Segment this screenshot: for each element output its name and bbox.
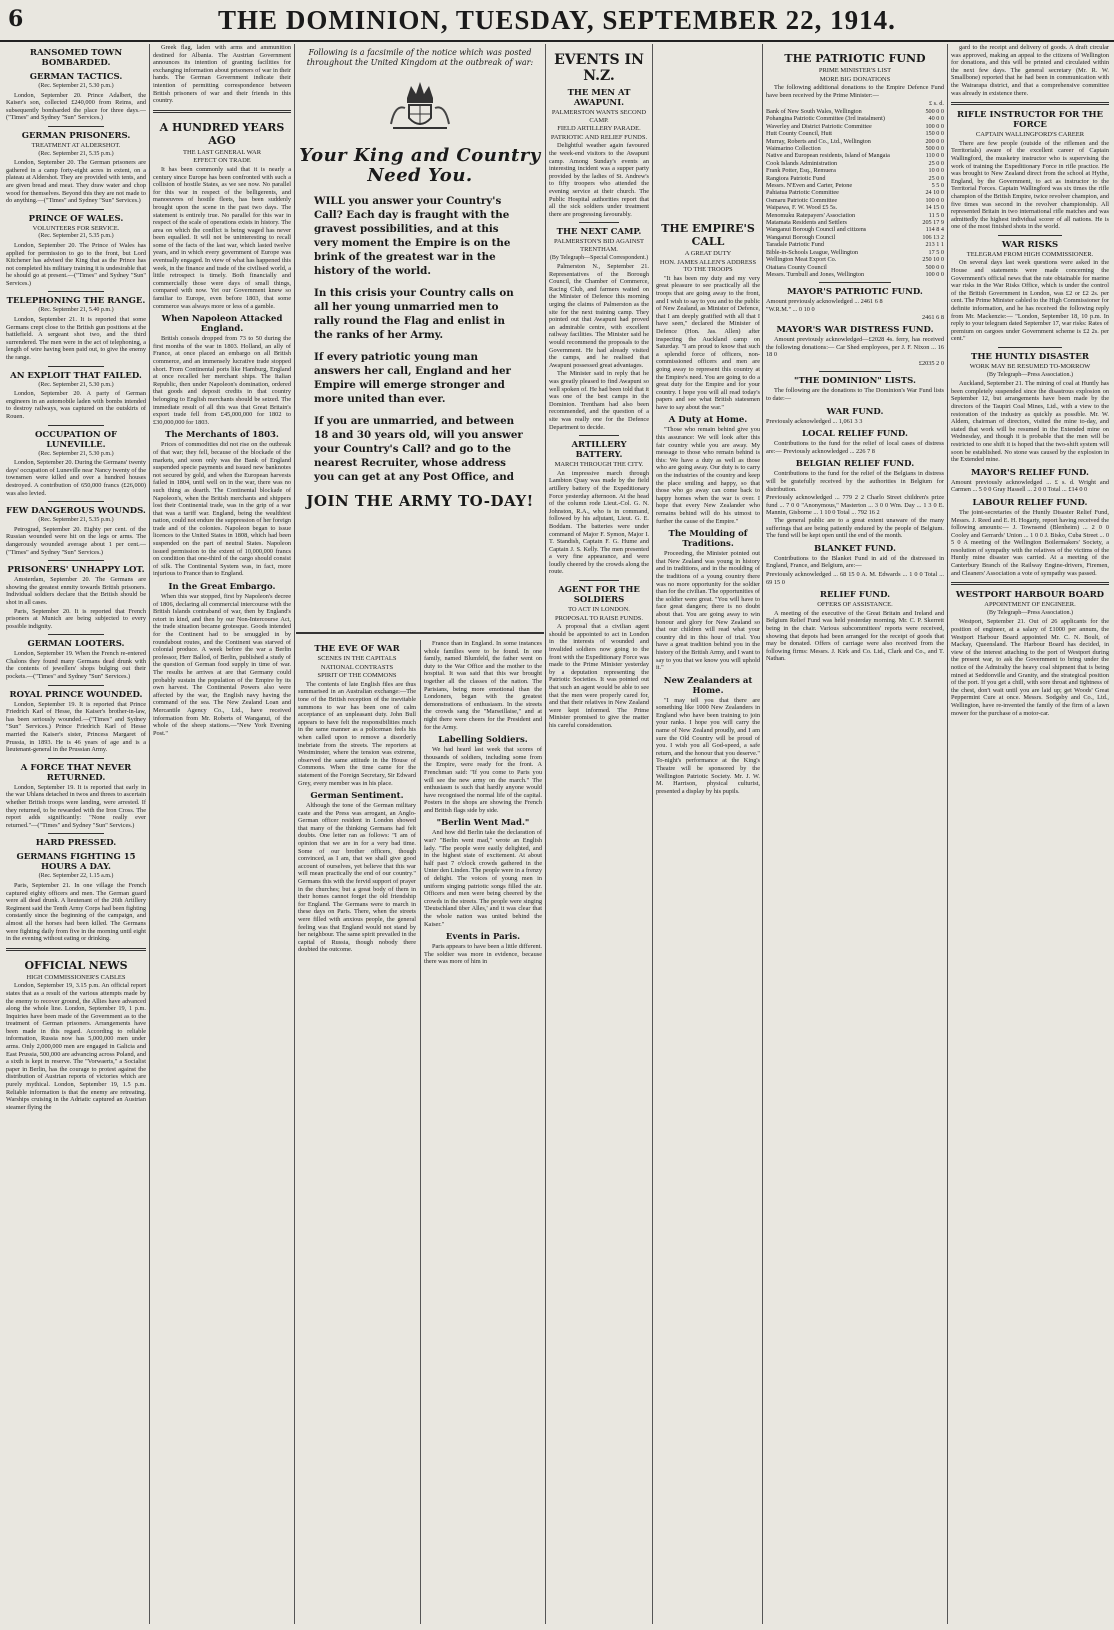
headline: THE EVE OF WAR bbox=[314, 644, 400, 654]
subheadline: TREATMENT AT ALDERSHOT. bbox=[31, 141, 121, 149]
donor-name: Wanganui Borough Council and citizens bbox=[766, 226, 867, 234]
subheadline: OFFERS OF ASSISTANCE. bbox=[817, 601, 893, 609]
subheadline: WORK MAY BE RESUMED TO-MORROW bbox=[969, 363, 1091, 370]
section-heading: BLANKET FUND. bbox=[814, 543, 896, 554]
donor-name: Bible-in-Schools League, Wellington bbox=[766, 248, 859, 256]
headline: WESTPORT HARBOUR BOARD bbox=[955, 590, 1105, 601]
article-text: London, September 20. Prince Adalbert, the Kaiser's son, collected £240,000 from Reims, and subsequently bombarded the place for three days.—("Times" and Sydney "Sun" Services.) bbox=[6, 91, 146, 122]
headline: THE EMPIRE'S CALL bbox=[661, 222, 755, 248]
donation-amount: 11 5 0 bbox=[928, 211, 944, 219]
column-rule bbox=[420, 640, 421, 1624]
article-text: A proposal that a civilian agent should be appointed to act in London in the interests of wounded and invalided soldiers now going to the front with the Expeditionary Force was made to the Prime Minister yesterday by a deputation representing the Patriotic Societies. It was pointed out that such an agent would be able to see that the men were properly cared for, and that their relatives in New Zealand were kept informed. The Prime Minister promised to give the matter his careful consideration. bbox=[549, 623, 649, 729]
article-text: Petrograd, September 20. Eighty per cent. of the Russian wounded were hit on the legs or arms. The dangerously wounded average about 1 per cent.—("Times" and Sydney "Sun" Services.) bbox=[6, 525, 146, 556]
article-text: British consols dropped from 73 to 50 during the first months of the war in 1803. Holland, an ally of France, at once placed an embargo on all British commerce, and an immensely lucrative trade stopped short. From Continental ports like Hamburg, England at once recalled her merchant ships. The Italian Republic, then under Napoleon's domination, ordered that goods and deposit credits in that country belonging to English merchants should be seized. The immediate result of all this was that Great Britain's export trade fell from £45,000,000 for 1802 to £30,000,000 for 1803. bbox=[153, 335, 291, 426]
donations-table bbox=[766, 108, 944, 278]
divider bbox=[998, 235, 1061, 236]
subheadline: PROPOSAL TO RAISE FUNDS. bbox=[554, 614, 643, 622]
divider bbox=[951, 582, 1109, 585]
donation-amount: 106 13 2 bbox=[922, 233, 944, 241]
fund-line: "W.R.M." ... 0 10 0 bbox=[766, 305, 815, 313]
article-text: London, September 20. The German prisoners are gathered in a camp forty-eight acres in extent, on a plateau at Aldershot. They are provided with tents, and are given bread and meat. They draw water and chop wood for themselves. Beyond this they are not made to do anything.—("Times" and Sydney "Sun" Services.) bbox=[6, 159, 146, 205]
table-row bbox=[766, 123, 944, 130]
divider bbox=[48, 833, 104, 834]
article-text: "Those who remain behind give you this assurance: We will look after this fair country while you are away. My message to those who remain behind is this: We have a duty as well as those who are going away. Our duty is to carry on the industries of the country and keep the place smiling and happy, so that those who go away can come back to happy homes when the war is over. I hope that every New Zealander who remains behind will do his utmost to further the cause of the Empire." bbox=[656, 426, 760, 525]
donation-amount: 25 0 0 bbox=[928, 159, 944, 167]
article-text: Paris appears to have been a little different. The soldier was more in evidence, because there was more of him in bbox=[424, 943, 542, 966]
donor-name: Wellington Meat Export Co. bbox=[766, 256, 837, 264]
table-row bbox=[766, 167, 944, 174]
divider bbox=[48, 366, 104, 367]
divider bbox=[48, 209, 104, 210]
article-text: London, September 19. It is reported that Prince Friedrich Karl of Hesse, the Kaiser's brother-in-law, has been seriously wounded.—("Times" and Sydney "Sun" Services.) Prince Friedrich Karl of Hesse married the Kaiser's sister, Princess Margaret of Prussia, in 1893. He is 46 years of age and is a lieutenant-general in the Prussian Army. bbox=[6, 700, 146, 754]
article-text: Westport, September 21. Out of 26 applicants for the position of engineer, at a salary of £1000 per annum, the Westport Harbour Board appointed Mr. C. N. Boult, of Mackay, Queensland. The Harbour Board has decided, in view of the interest attaching to the port of Westport during the present war, to ask the Government to bring under the notice of the Admiralty the heavy coal shipment that is being mined at Seddonville and Granity, and the strategical position of the port. If you get a chill, with sore throat and tightness of the chest, don't wait until you are laid up; get Woods' Great Peppermint Cure at once. Messrs. Sodgsby and Co., Ltd., Wellington, have re-invented the family of the firm of a lawn mower for the purchase of a motor-car. bbox=[951, 618, 1109, 717]
donation-amount: 100 0 0 bbox=[925, 196, 944, 204]
donation-amount: 5 5 0 bbox=[931, 182, 944, 190]
headline: OFFICIAL NEWS bbox=[24, 958, 128, 972]
subheadline: HON. JAMES ALLEN'S ADDRESS TO THE TROOPS bbox=[659, 258, 757, 274]
article-text: Proceeding, the Minister pointed out that New Zealand was young in history and in traditions, and in the moulding of the traditions of a young country there was no more opportunity for the soldier than for the civilian. The opportunities of the soldier were great. "You will have to face great dangers; there is no doubt about that. You are going away to win honour and glory for New Zealand so that our children will read what your country did in this hour of trial. You have a great tradition behind you in the history of the British Army, and I want to say to you that we know you will uphold it." bbox=[656, 550, 760, 672]
table-row bbox=[766, 249, 944, 256]
donor-name: Pahiatua Patriotic Committee bbox=[766, 189, 839, 197]
donor-name: Pohangina Patriotic Committee (3rd instalment) bbox=[766, 115, 885, 123]
article-text: When this war stopped, first by Napoleon's decree of 1806, declaring all commercial intercourse with the British Islands contraband of war, then by England's retort in kind, and then by our Non-Intercourse Act, the trade situation became grotesque. Goods intended for the Continent had to be smuggled in by roundabout routes, and the Continent was starved of colonial produce. A week before the war a Berlin professor, Herr Ballod, of Berlin, published a study of the question of German food supply in time of war. The results he arrives at are that Germany could probably sustain the population of the Empire by its own harvest. The Continental Powers also were affected by the war, the English navy having the command of the sea. The New Zealand Loan and Mercantile Agency Co., Ltd., have received information from Mr. Roberts of Wanganui, of the whole of the sheep stations.—"New York Evening Post." bbox=[153, 593, 291, 737]
donation-amount: 25 0 0 bbox=[928, 174, 944, 182]
table-row bbox=[766, 130, 944, 137]
column-3a bbox=[298, 640, 416, 1626]
headline: PRISONERS' UNHAPPY LOT. bbox=[7, 565, 145, 576]
column-rule bbox=[652, 44, 653, 1624]
headline: RANSOMED TOWN BOMBARDED. bbox=[29, 48, 123, 68]
donation-amount: 17 5 0 bbox=[928, 248, 944, 256]
donor-name: Waipawa, F. W. Wood £5 5s. bbox=[766, 204, 838, 212]
headline: GERMANS FIGHTING 15 HOURS A DAY. bbox=[16, 852, 136, 873]
donor-name: Murray, Roberts and Co., Ltd., Wellington bbox=[766, 137, 871, 145]
divider bbox=[48, 291, 104, 292]
divider bbox=[296, 632, 544, 634]
headline: ARTILLERY BATTERY. bbox=[571, 440, 627, 461]
donor-name: Messrs. N'Even and Carter, Petone bbox=[766, 182, 853, 190]
subheadline: PATRIOTIC AND RELIEF FUNDS. bbox=[550, 133, 648, 141]
subheadline: TELEGRAM FROM HIGH COMMISSIONER. bbox=[966, 250, 1094, 258]
article-text: Greek flag, laden with arms and ammunition destined for Albania. The Austrian Government announces its intention of granting facilities for exchanging information about prisoners of war in their hands. The German Government indicate their intention of permitting correspondence between British prisoners of war and their friends in this country. bbox=[153, 44, 291, 105]
donor-name: Messrs. Turnbull and Jones, Wellington bbox=[766, 270, 865, 278]
divider bbox=[579, 580, 619, 581]
donor-name: Matamata Residents and Settlers bbox=[766, 219, 847, 227]
article-text: And how did Berlin take the declaration of war? "Berlin went mad," wrote an English lady. "The people were easily delighted, and in the highest state of excitement. At about half past 7 o'clock crowds gathered in the Unter den Linden. The people were in a frenzy of delight. The voices of young men in uniform singing patriotic songs filled the air. Officers and men were being cheered by the crowds in the streets. The people were singing 'Deutschland über Alles,' and it was clear that the whole nation was united behind the Kaiser." bbox=[424, 829, 542, 928]
article-text: The general public are to a great extent unaware of the many sufferings that are being patiently endured by the people of Belgium. The fund will be kept open until the end of the month. bbox=[766, 517, 944, 540]
subheadline: APPOINTMENT OF ENGINEER. bbox=[984, 601, 1076, 609]
section-heading: Labelling Soldiers. bbox=[438, 735, 528, 746]
article-text: "It has been my duty and my very great pleasure to see practically all the troops that are going away to the front, and I wish to say to you and to the public of New Zealand, as Minister of Defence, that I am deeply gratified with all that I have seen," declared the Minister of Defence (Hon. Jas. Allen) after inspecting the Auckland camp on Saturday. "I am proud to know that such a splendid force of officers, non-commissioned officers and men are going away to represent this country at the Empire's need. You are going to do a great duty for the Empire and for your country. I hope you will all read today's papers and see what British statesmen have to say about the war." bbox=[656, 274, 760, 411]
article-text: Contributions to the Blanket Fund in aid of the distressed in England, France, and Belgium, are:— bbox=[766, 554, 944, 570]
headline: FEW DANGEROUS WOUNDS. bbox=[6, 506, 146, 517]
headline: AN EXPLOIT THAT FAILED. bbox=[10, 370, 142, 381]
article-text: London, September 20. The Prince of Wales has applied for permission to go to the front, but Lord Kitchener has advised the King that as the Prince has not completed his military training it is undesirable that he should go at present.—("Times" and Sydney "Sun" Services.) bbox=[6, 241, 146, 287]
headline: A HUNDRED YEARS AGO bbox=[159, 120, 285, 147]
table-row bbox=[766, 138, 944, 145]
donor-name: Wanganui Borough Council bbox=[766, 233, 836, 241]
section-heading: BELGIAN RELIEF FUND. bbox=[795, 459, 915, 470]
column-5 bbox=[656, 44, 760, 1626]
divider bbox=[819, 282, 890, 283]
article-text: London, September 19. When the French re-entered Chalons they found many Germans dead drunk with the contents of jewellers' shops bulging out their pockets.—("Times" and Sydney "Sun" Services.) bbox=[6, 650, 146, 681]
subheadline: NATIONAL CONTRASTS bbox=[320, 663, 394, 671]
section-heading: LABOUR RELIEF FUND. bbox=[972, 497, 1088, 508]
divider bbox=[579, 222, 619, 223]
column-rule bbox=[545, 44, 546, 1624]
article-text: Palmerston N., September 21. Representatives of the Borough Council, the Chamber of Commerce, Racing Club, and farmers waited on the Minister of Defence this morning urging the claims of Palmerston as the site for the next training camp. They pointed out that Awapuni had proved an admirable centre, with excellent railway facilities. The Minister said he would recommend the proposals to the Government. He had already visited the camps, and he realised that Awapuni possessed great advantages. bbox=[549, 263, 649, 369]
donor-name: Otaitara County Council bbox=[766, 263, 827, 271]
divider bbox=[48, 560, 104, 561]
donor-name: Rangiora Patriotic Fund bbox=[766, 174, 826, 182]
donation-amount: 250 10 0 bbox=[922, 256, 944, 264]
article-text: Contributions to the fund for the relief of local cases of distress are:— Previously acknowledged ... 226 7 8 bbox=[766, 440, 944, 455]
headline: HARD PRESSED. bbox=[35, 838, 117, 849]
table-row bbox=[766, 212, 944, 219]
dateline: (By Telegraph—Press Association.) bbox=[987, 609, 1073, 616]
divider bbox=[48, 425, 104, 426]
page-number: 6 bbox=[8, 6, 24, 32]
divider bbox=[951, 102, 1109, 105]
section-heading: "Berlin Went Mad." bbox=[436, 818, 530, 829]
notice-paragraph: In this crisis your Country calls on all her young unmarried men to rally round the Flag and enlist in the ranks of her Army. bbox=[314, 287, 514, 341]
article-text: A meeting of the executive of the Great Britain and Ireland and Belgium Relief Fund was held yesterday morning. Mr. C. P. Skerrett being in the chair. Various subcommittees' reports were received, showing that depots had been arranged for the receipt of goods that may be donated. Offers of carriage were also received from the following firms: Messrs. J. Kirk and Co. Ltd., Clark and Co., and T. Nathan. bbox=[766, 609, 944, 663]
section-heading: Events in Paris. bbox=[445, 932, 521, 943]
article-text: Auckland, September 21. The mining of coal at Huntly has been completely suspended since the disastrous explosion on September 12, but arrangements have been made by the directors of the Taupiri Coal Mines, Ltd., with a view to the restoration of the industry as quickly as possible. Mr. W. Aldem, chairman of directors, visited the mine to-day, and stated that work will be resumed in the Extended mine on Wednesday, and though it is probable that the men will be restricted to one shift it is hoped that the two-shift system will soon be established. No stone was caused by the explosion in the Extended mine. bbox=[951, 380, 1109, 464]
donor-name: Taradale Patriotic Fund bbox=[766, 241, 824, 249]
dateline: (Rec. September 22, 1.15 a.m.) bbox=[38, 873, 114, 880]
table-row bbox=[766, 189, 944, 196]
table-row bbox=[766, 264, 944, 271]
fund-line: Previously acknowledged ... 68 15 0 A. M. Edwards ... 1 0 0 Total ... 69 15 0 bbox=[766, 570, 944, 586]
donation-amount: 14 15 0 bbox=[925, 204, 944, 212]
article-text: It has been commonly said that it is nearly a century since Europe has been confronted with such a collision of hostile States, as we see now. No parallel for this war in respect of the belligerents, and manoeuvres of hostile fleets, has been suddenly brought upon the scene in the past two days. The statement is entirely true. No parallel for this war in respect of the scale of operations exists in history. The area on which the conflict is being waged has never been equalled. It will not be uninteresting to recall some of the facts of the last war, which lasted twelve years, and in which every government of Europe was eventually engaged. In view of what has happened this week, in the finance and trade of the civilised world, a little retrospect is timely. Both financially and commercially those were days of small things, compared with now. Yet our Government knew so familiar to Europe, even before 1803, that some commerce was always more or less of a gamble. bbox=[153, 165, 291, 310]
divider bbox=[998, 347, 1061, 348]
notice-intro: Following is a facsimile of the notice which was posted throughout the United Kingdom at the outbreak of war: bbox=[306, 48, 534, 67]
divider bbox=[48, 634, 104, 635]
notice-paragraph: If you are unmarried, and between 18 and 30 years old, will you answer your Country's Call? and go to the nearest Recruiter, whose address you can get at any Post Office, and bbox=[314, 415, 523, 483]
table-row bbox=[766, 271, 944, 278]
fund-total: £2035 2 0 bbox=[918, 359, 944, 367]
spacer bbox=[656, 44, 760, 214]
article-text: Paris, September 21. In one village the French captured eighty officers and men. The German guard were all dead drunk. A lieutenant of the 26th Artillery Regiment said the Tenth Army Corps had been fighting constantly since the beginning of the campaign, and almost all the horses had been killed. The Germans were fighting daily from five in the morning until eight in the evening without eating or drinking. bbox=[6, 881, 146, 943]
notice-call-to-action: JOIN THE ARMY TO-DAY! bbox=[306, 492, 534, 510]
headline: THE HUNTLY DISASTER bbox=[971, 352, 1089, 362]
divider bbox=[579, 435, 619, 436]
headline: ROYAL PRINCE WOUNDED. bbox=[9, 689, 143, 700]
subheadline: PALMERSTON'S BID AGAINST TRENTHAM. bbox=[553, 238, 645, 253]
table-row bbox=[766, 197, 944, 204]
notice-paragraph: WILL you answer your Country's Call? Each day is fraught with the gravest possibilities, and at this very moment the Empire is on the brink of the greatest war in the history of the world. bbox=[314, 195, 511, 277]
headline: OCCUPATION OF LUNEVILLE. bbox=[34, 429, 118, 450]
subheadline: VOLUNTEERS FOR SERVICE. bbox=[32, 224, 120, 232]
section-heading: The Moulding of Traditions. bbox=[668, 529, 748, 550]
subheadline: THE LAST GENERAL WAR bbox=[182, 148, 262, 156]
article-text: London, September 21. It is reported that some Germans crept close to the British gun positions at the battlefield. A sergeant shot two, and the third surrendered. The men were in the act of telephoning, a length of wire having been paid out, to give the enemy the range. bbox=[6, 316, 146, 362]
fund-line: Amount previously acknowledged ... £ s. d. Wright and Carmen ... 5 0 0 Gray Hassell ... 2 0 0 Total ... £14 0 0 bbox=[951, 478, 1109, 494]
masthead bbox=[0, 0, 1114, 42]
divider bbox=[48, 685, 104, 686]
table-row bbox=[766, 234, 944, 241]
newspaper-title: THE DOMINION, TUESDAY, SEPTEMBER 22, 1914. bbox=[218, 4, 896, 35]
donation-amount: 100 0 0 bbox=[925, 122, 944, 130]
headline: MAYOR'S PATRIOTIC FUND. bbox=[787, 287, 923, 298]
section-heading: The Merchants of 1803. bbox=[165, 430, 279, 441]
royal-crest-icon bbox=[385, 78, 455, 134]
article-text: Delightful weather again favoured the week-end visitors to the Awapuni camp. Among Sunday's events an interesting incident was a supper party provided by the ladies of St. Andrew's to fifty troopers who attended the evening service at their church. The Public Hospital authorities report that all the sick soldiers under treatment there are progressing favourably. bbox=[549, 142, 649, 218]
donor-name: Waverley and District Patriotic Committee bbox=[766, 122, 872, 130]
article-text: Paris, September 20. It is reported that French prisoners at Munich are being subjected to every possible indignity. bbox=[6, 607, 146, 630]
subheadline: HIGH COMMISSIONER'S CABLES bbox=[26, 973, 126, 981]
table-row bbox=[766, 175, 944, 182]
column-1 bbox=[6, 44, 146, 1626]
donor-name: Native and European residents, Island of Mangaia bbox=[766, 152, 890, 160]
section-heading: RELIEF FUND. bbox=[819, 590, 891, 601]
currency-header: £ s. d. bbox=[928, 100, 944, 108]
dateline: (By Telegraph—Special Correspondent.) bbox=[549, 254, 649, 261]
column-rule bbox=[947, 44, 948, 1624]
recruiting-notice bbox=[296, 44, 544, 630]
column-6 bbox=[766, 44, 944, 1626]
column-4 bbox=[549, 44, 649, 1626]
table-row bbox=[766, 219, 944, 226]
slogan-line-2: Need You. bbox=[367, 165, 473, 186]
donor-name: Cook Islands Administration bbox=[766, 159, 838, 167]
dateline: (By Telegraph—Press Association.) bbox=[987, 371, 1073, 378]
article-text: London, September 19. It is reported that early in the war Uhlans detached in twos and threes to ascertain whether British troops were landing, were arrested. If they returned, to be rewarded with the Iron Cross. The report adds significantly: "None really ever returned."—("Times" and Sydney "Sun" Services.) bbox=[6, 783, 146, 829]
section-heading: LOCAL RELIEF FUND. bbox=[802, 429, 908, 440]
fund-line: Previously acknowledged ... 779 2 2 Charlo Street children's prize fund ... 7 0 0 "Anonymous," Masterton ... 3 0 0 Wm. Day ... 1 3 0 E. Mannin, Gisborne ... 1 10 0 Total ... 792 16 2 bbox=[766, 494, 944, 517]
subheadline: PRIME MINISTER'S LIST bbox=[818, 67, 892, 74]
article-text: An impressive march through Lambton Quay was made by the field artillery battery of the Expeditionary Force yesterday afternoon. At the head of the column rode Lieut.-Col. G. N. Johnston, R.A., who is in command, followed by his adjutant, Lieut. G. E. Boddam. The batteries were under command of Major F. Symon, Major I. T. Standish, Captain F. G. Hume and Captain J. S. Kelly. The men presented a very fine appearance, and were loudly cheered by the crowds along the route. bbox=[549, 469, 649, 576]
subheadline: FIELD ARTILLERY PARADE. bbox=[557, 125, 641, 133]
table-row bbox=[766, 241, 944, 248]
column-2 bbox=[153, 44, 291, 1626]
divider bbox=[48, 758, 104, 759]
donor-name: Waimarino Collection bbox=[766, 145, 821, 152]
article-text: We had heard last week that scores of thousands of soldiers, including some from the Empire, were ready for the front. A Frenchman said: "If you come to Paris you will see the new army on the march." The enthusiasm is such that hardly anyone would have recognised the normal life of the capital. Posters in the shops are showing the French and British flags side by side. bbox=[424, 746, 542, 814]
divider bbox=[48, 126, 104, 127]
dateline: (Rec. September 21, 5.30 p.m.) bbox=[38, 450, 114, 457]
divider bbox=[153, 110, 291, 113]
table-row bbox=[766, 145, 944, 152]
donor-name: Osmaru Patriotic Committee bbox=[766, 196, 838, 204]
notice-body bbox=[314, 194, 526, 484]
donation-amount: 40 0 0 bbox=[928, 115, 944, 123]
headline: PRINCE OF WALES. bbox=[28, 213, 124, 224]
subheadline: MARCH THROUGH THE CITY. bbox=[554, 461, 644, 469]
subheadline: PALMERSTON WANTS SECOND CAMP. bbox=[551, 109, 647, 124]
article-text: Amsterdam, September 20. The Germans are showing the greatest enmity towards British prisoners. Individual soldiers declare that the British should be shot in all cases. bbox=[6, 576, 146, 606]
article-text: London, September 20. During the Germans' twenty days' occupation of Luneville near Nancy twenty of the townsmen were killed and over a hundred houses destroyed. A contribution of 650,000 francs (£26,000) was also levied. bbox=[6, 459, 146, 497]
donation-amount: 114 8 4 bbox=[925, 226, 944, 234]
subheadline: SPIRIT OF THE COMMONS bbox=[317, 672, 397, 680]
article-text: Although the tone of the German military caste and the Press was arrogant, an Anglo-German officer resident in London showed that many of the thinking Germans had felt doubts. One letter ran as follows: "I am of opinion that we are in for a very bad time. Some of our brother officers, though convinced, as I am, that we shall give good account of ourselves, yet believe that this war will mean practically the end of our country." Germans this with the fervid support of prayer in the churches; but a great body of them in their homes cannot forget the old friendship for England. The Germans were to march in these days on Paris. There, when the streets were filled with anxious people, the general feeling was that England would not stand by her neighbour. The same spirit prevailed in the capital of Russia, though nobody there doubted the outcome. bbox=[298, 802, 416, 954]
divider bbox=[819, 371, 890, 372]
subheadline: SCENES IN THE CAPITALS bbox=[317, 655, 397, 662]
headline: GERMAN LOOTERS. bbox=[27, 639, 125, 650]
donor-name: Hutt County Council, Hutt bbox=[766, 130, 833, 138]
headline: RIFLE INSTRUCTOR FOR THE FORCE bbox=[957, 110, 1103, 131]
section-heading: When Napoleon Attacked England. bbox=[161, 314, 283, 335]
donor-name: Bank of New South Wales, Wellington bbox=[766, 107, 862, 115]
table-row bbox=[766, 204, 944, 211]
notice-slogan bbox=[296, 146, 544, 186]
article-text: gard to the receipt and delivery of goods. A draft circular was approved, making an appeal to the citizens of Wellington for donations, and this will be printed and circulated within the next few days. The general secretary (Mr. R. W. Smallbone) reported that he had been in communication with the Wairarapa district, and that a comprehensive committee was already in existence there. bbox=[951, 44, 1109, 97]
table-row bbox=[766, 226, 944, 233]
donation-amount: 150 0 0 bbox=[925, 130, 944, 138]
slogan-line-1: Your King and Country bbox=[299, 145, 541, 166]
donation-amount: 24 10 0 bbox=[925, 189, 944, 197]
fund-line: Amount previously acknowledged ... 2461 6 8 bbox=[766, 298, 883, 306]
table-row bbox=[766, 256, 944, 263]
headline: MAYOR'S WAR DISTRESS FUND. bbox=[776, 325, 934, 336]
donation-amount: 500 0 0 bbox=[925, 107, 944, 115]
column-rule bbox=[294, 44, 295, 1624]
dateline: (Rec. September 21, 5.40 p.m.) bbox=[38, 307, 114, 314]
subheadline: EFFECT ON TRADE bbox=[193, 157, 251, 165]
article-text: Contributions to the fund for the relief of the Belgians in distress will be gratefully received by the authorities in Belgium for distribution. bbox=[766, 470, 944, 493]
dateline: (Rec. September 21, 5.30 p.m.) bbox=[38, 83, 114, 89]
dateline: (Rec. September 21, 5.35 p.m.) bbox=[38, 517, 114, 524]
dateline: (Rec. September 21, 5.35 p.m.) bbox=[38, 150, 114, 157]
headline: A FORCE THAT NEVER RETURNED. bbox=[20, 762, 132, 783]
headline: "THE DOMINION" LISTS. bbox=[794, 376, 916, 387]
section-heading: WAR FUND. bbox=[826, 406, 884, 417]
divider bbox=[48, 501, 104, 502]
divider bbox=[6, 948, 146, 951]
dateline: (Rec. September 21, 5.30 p.m.) bbox=[38, 381, 114, 388]
article-text: The following are the donations to The Dominion's War Fund lists to date:— bbox=[766, 387, 944, 403]
donor-name: Menomuku Ratepayers' Association bbox=[766, 211, 856, 219]
donation-amount: 205 17 9 bbox=[922, 219, 944, 227]
dateline: (Rec. September 21, 5.35 p.m.) bbox=[38, 233, 114, 240]
article-text: Prices of commodities did not rise on the outbreak of that war; they fell, because of the blockade of the markets, and soon only was the Bank of England suspended specie payments and issued new banknotes not secured by gold, and when the European harvests failed in 1804, until well on in the war, there was no such thing as dearth. The Continental blockade of Napoleon's, when the British merchants and shippers lost their Continental trade, was in the grip of a war that was a tariff war. England, being the wealthiest nation, could not endure the suppression of her foreign trade and of the colonies. Napoleon began to issue licences to the United States in 1808, which had been suspended on the part of neutral States. Napoleon issued permission to the extent of 10,000,000 francs on condition that one-third of the cargo should consist of silk. The Continental System was, in fact, more injurious to France than to England. bbox=[153, 441, 291, 578]
headline: THE PATRIOTIC FUND bbox=[784, 52, 926, 65]
section-heading: New Zealanders at Home. bbox=[663, 675, 753, 696]
article-text: The following additional donations to the Empire Defence Fund have been received by the Prime Minister:— bbox=[766, 84, 944, 99]
subheadline: CAPTAIN WALLINGFORD'S CAREER bbox=[975, 131, 1085, 139]
table-row bbox=[766, 115, 944, 122]
article-text: France than in England. In some instances whole families were to be found. In one family, named Blumfeld, the father went on duty to the War Office and the mother to the hospital. It was said that this war brought together all the classes of the nation. The Parisians, being more emotional than the Londoners, began with the greatest demonstrations of enthusiasm. In the streets the crowds sang the "Marseillaise," and at night there were cheers for the President and for the Army. bbox=[424, 640, 542, 731]
article-text: There are few people (outside of the riflemen and the Territorials) aware of the excellent career of Captain Wallingford, the musketry instructor who is supervising the work of training the Expeditionary Force in rifle practice. He was brought to New Zealand direct from the school at Hythe, England, by the Government, to act as instructor to the Territorial Forces. Captain Wallingford was six times the rifle champion of the British Empire, twice revolver champion, and five times was second in the revolver championship. All represented Britain in two international rifle matches and was admittedly the highest individual scorer of all nations. He is one of the most finished shots in the world. bbox=[951, 139, 1109, 231]
donation-amount: 110 0 0 bbox=[925, 152, 944, 160]
headline: GERMAN TACTICS. bbox=[29, 72, 123, 82]
subheadline: A GREAT DUTY bbox=[684, 250, 732, 257]
fund-line: Previously acknowledged ... 1,061 3 3 bbox=[766, 417, 863, 425]
article-text: The contents of late English files are thus summarised in an Australian exchange:—The tone of the British reception of the inevitable summons to war has been one of calm acceptance of an unpleasant duty. John Bull appears to have felt the responsibilities much in the same manner as a policeman feels his when called upon to remove a disorderly inebriate from the streets. The reporters at Westminster, where the tension was extreme, observed the same attitude in the House of Commons. When the time came for the statement of the Foreign Secretary, Sir Edward Grey, every member was in his place. bbox=[298, 680, 416, 787]
donation-amount: 213 1 1 bbox=[925, 241, 944, 249]
article-text: The Minister said in reply that he was greatly pleased to find Awapuni so well spoken of. He had been told that it was one of the best camps in the Dominion. Trentham had also been recommended, and the question of a site was really one for the Defence Department to decide. bbox=[549, 370, 649, 431]
article-text: The joint-secretaries of the Huntly Disaster Relief Fund, Messrs. J. Reed and E. H. Hogarty, report having received the following amounts:— J. Townsend (Blenheim) ... 2 0 0 Cooley and Gerrards' Union ... 1 0 0 J. Bisko, Cuba Street ... 0 5 0 A meeting of the Wellington Boilermakers' Society, a resolution of sympathy with the relatives of the victims of the Huntly mine disaster was carried. At a meeting of the Canterbury Branch of the Railway Engine-drivers, Firemen, and Cleaners' Association a vote of sympathy was passed. bbox=[951, 508, 1109, 577]
subheadline: MORE BIG DONATIONS bbox=[819, 75, 891, 83]
subheadline: TO ACT IN LONDON. bbox=[568, 606, 630, 614]
table-row bbox=[766, 152, 944, 159]
section-heading: German Sentiment. bbox=[310, 791, 404, 802]
section-heading: In the Great Embargo. bbox=[168, 582, 276, 593]
table-row bbox=[766, 108, 944, 115]
section-heading: A Duty at Home. bbox=[668, 415, 748, 426]
table-row bbox=[766, 160, 944, 167]
article-text: "I may tell you that there are something like 1000 New Zealanders in England who have been training to join your ranks. I hope you will carry the name of New Zealand proudly, and I am sure the Old Country will be proud of you. I wish you all God-speed, a safe return, and the honour that you deserve." To-night's performance at the King's Theatre will be sponsored by the Wellington Patriotic Society. Mr. J. W. M. Harrison, physical culturist, presented a display by his pupils. bbox=[656, 696, 760, 795]
fund-total: 2461 6 8 bbox=[921, 313, 944, 321]
headline: THE NEXT CAMP. bbox=[556, 227, 642, 238]
donation-amount: 500 0 0 bbox=[925, 145, 944, 152]
article-text: London, September 19, 3.15 p.m. An official report states that as a result of the various attempts made by the enemy to recover ground, the Allies have advanced along the whole line. London, September 19, 1 p.m. Inquiries have been made of the Government as to the treatment of German prisoners. Arrangements have been made in this regard. According to reliable information, Russia now has 5,000,000 men under arms. Only 2,000,000 men are engaged in Galicia and East Prussia, 500,000 are advancing across Poland, and a sixth is kept in reserve. The "Vorwaerts," a Socialist paper in Berlin, has the courage to protest against the distribution of Austrian reports of victories which are purely mythical. London, September 19, 1.5 p.m. Reliable information is that the enemy are retreating. Warships cruising in the Adriatic captured an Austrian steamer flying the bbox=[6, 982, 146, 1111]
donor-name: Frank Potter, Esq., Remuera bbox=[766, 167, 836, 175]
headline: WAR RISKS bbox=[1001, 239, 1059, 250]
section-heading: MAYOR'S RELIEF FUND. bbox=[970, 467, 1090, 478]
article-text: London, September 20. A party of German engineers in an automobile laden with bombs intended to destroy railways, was captured on the outskirts of Rouen. bbox=[6, 390, 146, 420]
column-rule bbox=[149, 44, 150, 1624]
headline: TELEPHONING THE RANGE. bbox=[6, 296, 146, 307]
donation-amount: 100 0 0 bbox=[925, 270, 944, 278]
column-rule bbox=[762, 44, 763, 1624]
notice-paragraph: If every patriotic young man answers her call, England and her Empire will emerge stronger and more united than ever. bbox=[314, 351, 511, 405]
donation-amount: 500 0 0 bbox=[925, 263, 944, 271]
donation-amount: 200 0 0 bbox=[925, 137, 944, 145]
headline: GERMAN PRISONERS. bbox=[21, 130, 131, 141]
donation-amount: 10 0 0 bbox=[928, 167, 944, 175]
section-title: EVENTS IN N.Z. bbox=[554, 52, 644, 84]
table-row bbox=[766, 182, 944, 189]
article-text: On several days last week questions were asked in the House and statements were made concerning the Government's official news that the rate obtainable for marine war risks in the War Risks Office, which is under the control of the British Government in London, was £2 or £2 2s. per cent. The Prime Minister cabled to the High Commissioner for definite information, and he has received the following reply from Mr. Mackenzie:— "London, September 18, 10 p.m. In reply to your telegram dated September 17, war risks: Rates of premium on cargoes under Government scheme is £2 2s. per cent." bbox=[951, 259, 1109, 343]
headline: AGENT FOR THE SOLDIERS bbox=[558, 585, 640, 606]
headline: THE MEN AT AWAPUNI. bbox=[567, 88, 631, 108]
article-text: Amount previously acknowledged—£2028 4s. ferry, has received the following donations:— Car Shed employees, per J. F. Nixon ... 16 18 0 bbox=[766, 336, 944, 359]
column-7 bbox=[951, 44, 1109, 1626]
column-3b bbox=[424, 640, 542, 1626]
